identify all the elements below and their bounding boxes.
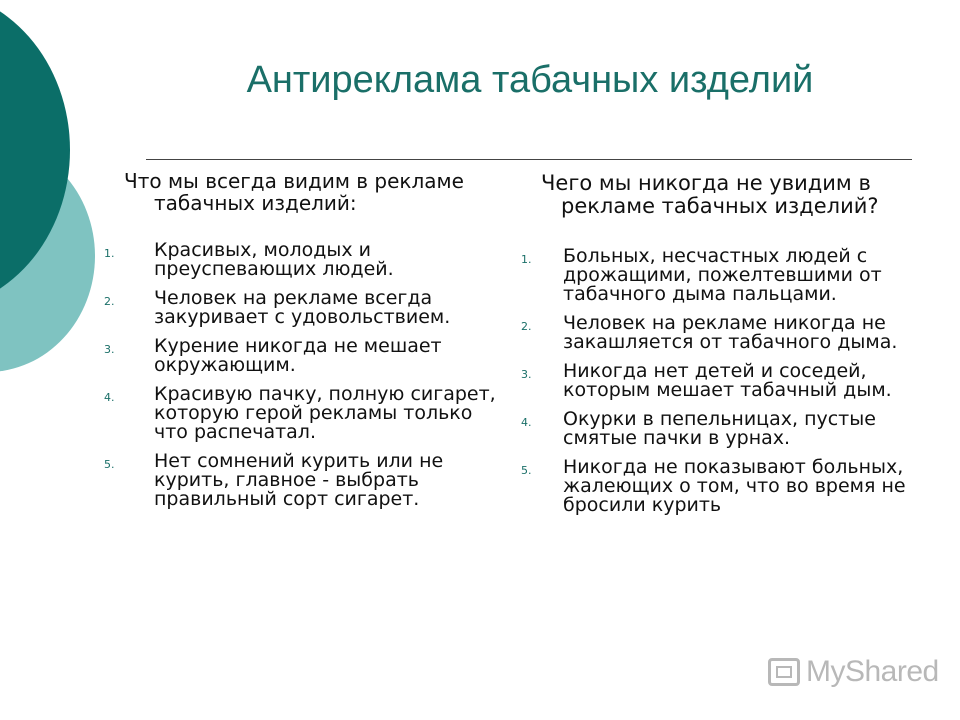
right-column — [521, 172, 941, 525]
item-number: 5. — [521, 464, 532, 477]
item-text: Красивых, молодых и преуспевающих людей. — [154, 239, 394, 280]
title-divider — [146, 159, 912, 160]
slide-title: Антиреклама табачных изделий — [246, 59, 814, 101]
item-number: 3. — [521, 368, 532, 381]
item-text: Окурки в пепельницах, пустые смятые пачки в урнах. — [563, 408, 876, 449]
watermark-text: MyShared — [806, 655, 939, 688]
list-item — [521, 362, 941, 400]
item-text: Курение никогда не мешает окружающим. — [154, 335, 442, 376]
list-item — [104, 452, 504, 509]
item-text: Человек на рекламе никогда не закашляется от табачного дыма. — [563, 312, 898, 353]
left-list — [104, 241, 504, 509]
list-item — [104, 289, 504, 327]
item-number: 2. — [521, 320, 532, 333]
list-item — [104, 241, 504, 279]
list-item — [104, 385, 504, 442]
item-text: Красивую пачку, полную сигарет, которую герой рекламы только что распечатал. — [154, 383, 496, 443]
item-text: Никогда не показывают больных, жалеющих о том, что во время не бросили курить — [563, 456, 906, 516]
right-heading: Чего мы никогда не увидим в рекламе табачных изделий? — [541, 171, 879, 218]
item-text: Нет сомнений курить или не курить, главное - выбрать правильный сорт сигарет. — [154, 450, 444, 510]
item-text: Человек на рекламе всегда закуривает с удовольствием. — [154, 287, 451, 328]
list-item — [521, 247, 941, 304]
list-item — [104, 337, 504, 375]
item-text: Никогда нет детей и соседей, которым мешает табачный дым. — [563, 360, 892, 401]
list-item — [521, 458, 941, 515]
item-number: 4. — [104, 391, 115, 404]
left-column — [104, 170, 504, 519]
watermark-logo[interactable] — [768, 652, 939, 692]
item-number: 5. — [104, 458, 115, 471]
item-number: 1. — [521, 253, 532, 266]
item-number: 2. — [104, 295, 115, 308]
presentation-screen-icon — [768, 658, 800, 686]
right-list — [521, 247, 941, 515]
list-item — [521, 314, 941, 352]
item-number: 1. — [104, 247, 115, 260]
item-number: 4. — [521, 416, 532, 429]
left-heading: Что мы всегда видим в рекламе табачных изделий: — [124, 169, 464, 215]
item-text: Больных, несчастных людей с дрожащими, пожелтевшими от табачного дыма пальцами. — [563, 245, 882, 305]
item-number: 3. — [104, 343, 115, 356]
list-item — [521, 410, 941, 448]
